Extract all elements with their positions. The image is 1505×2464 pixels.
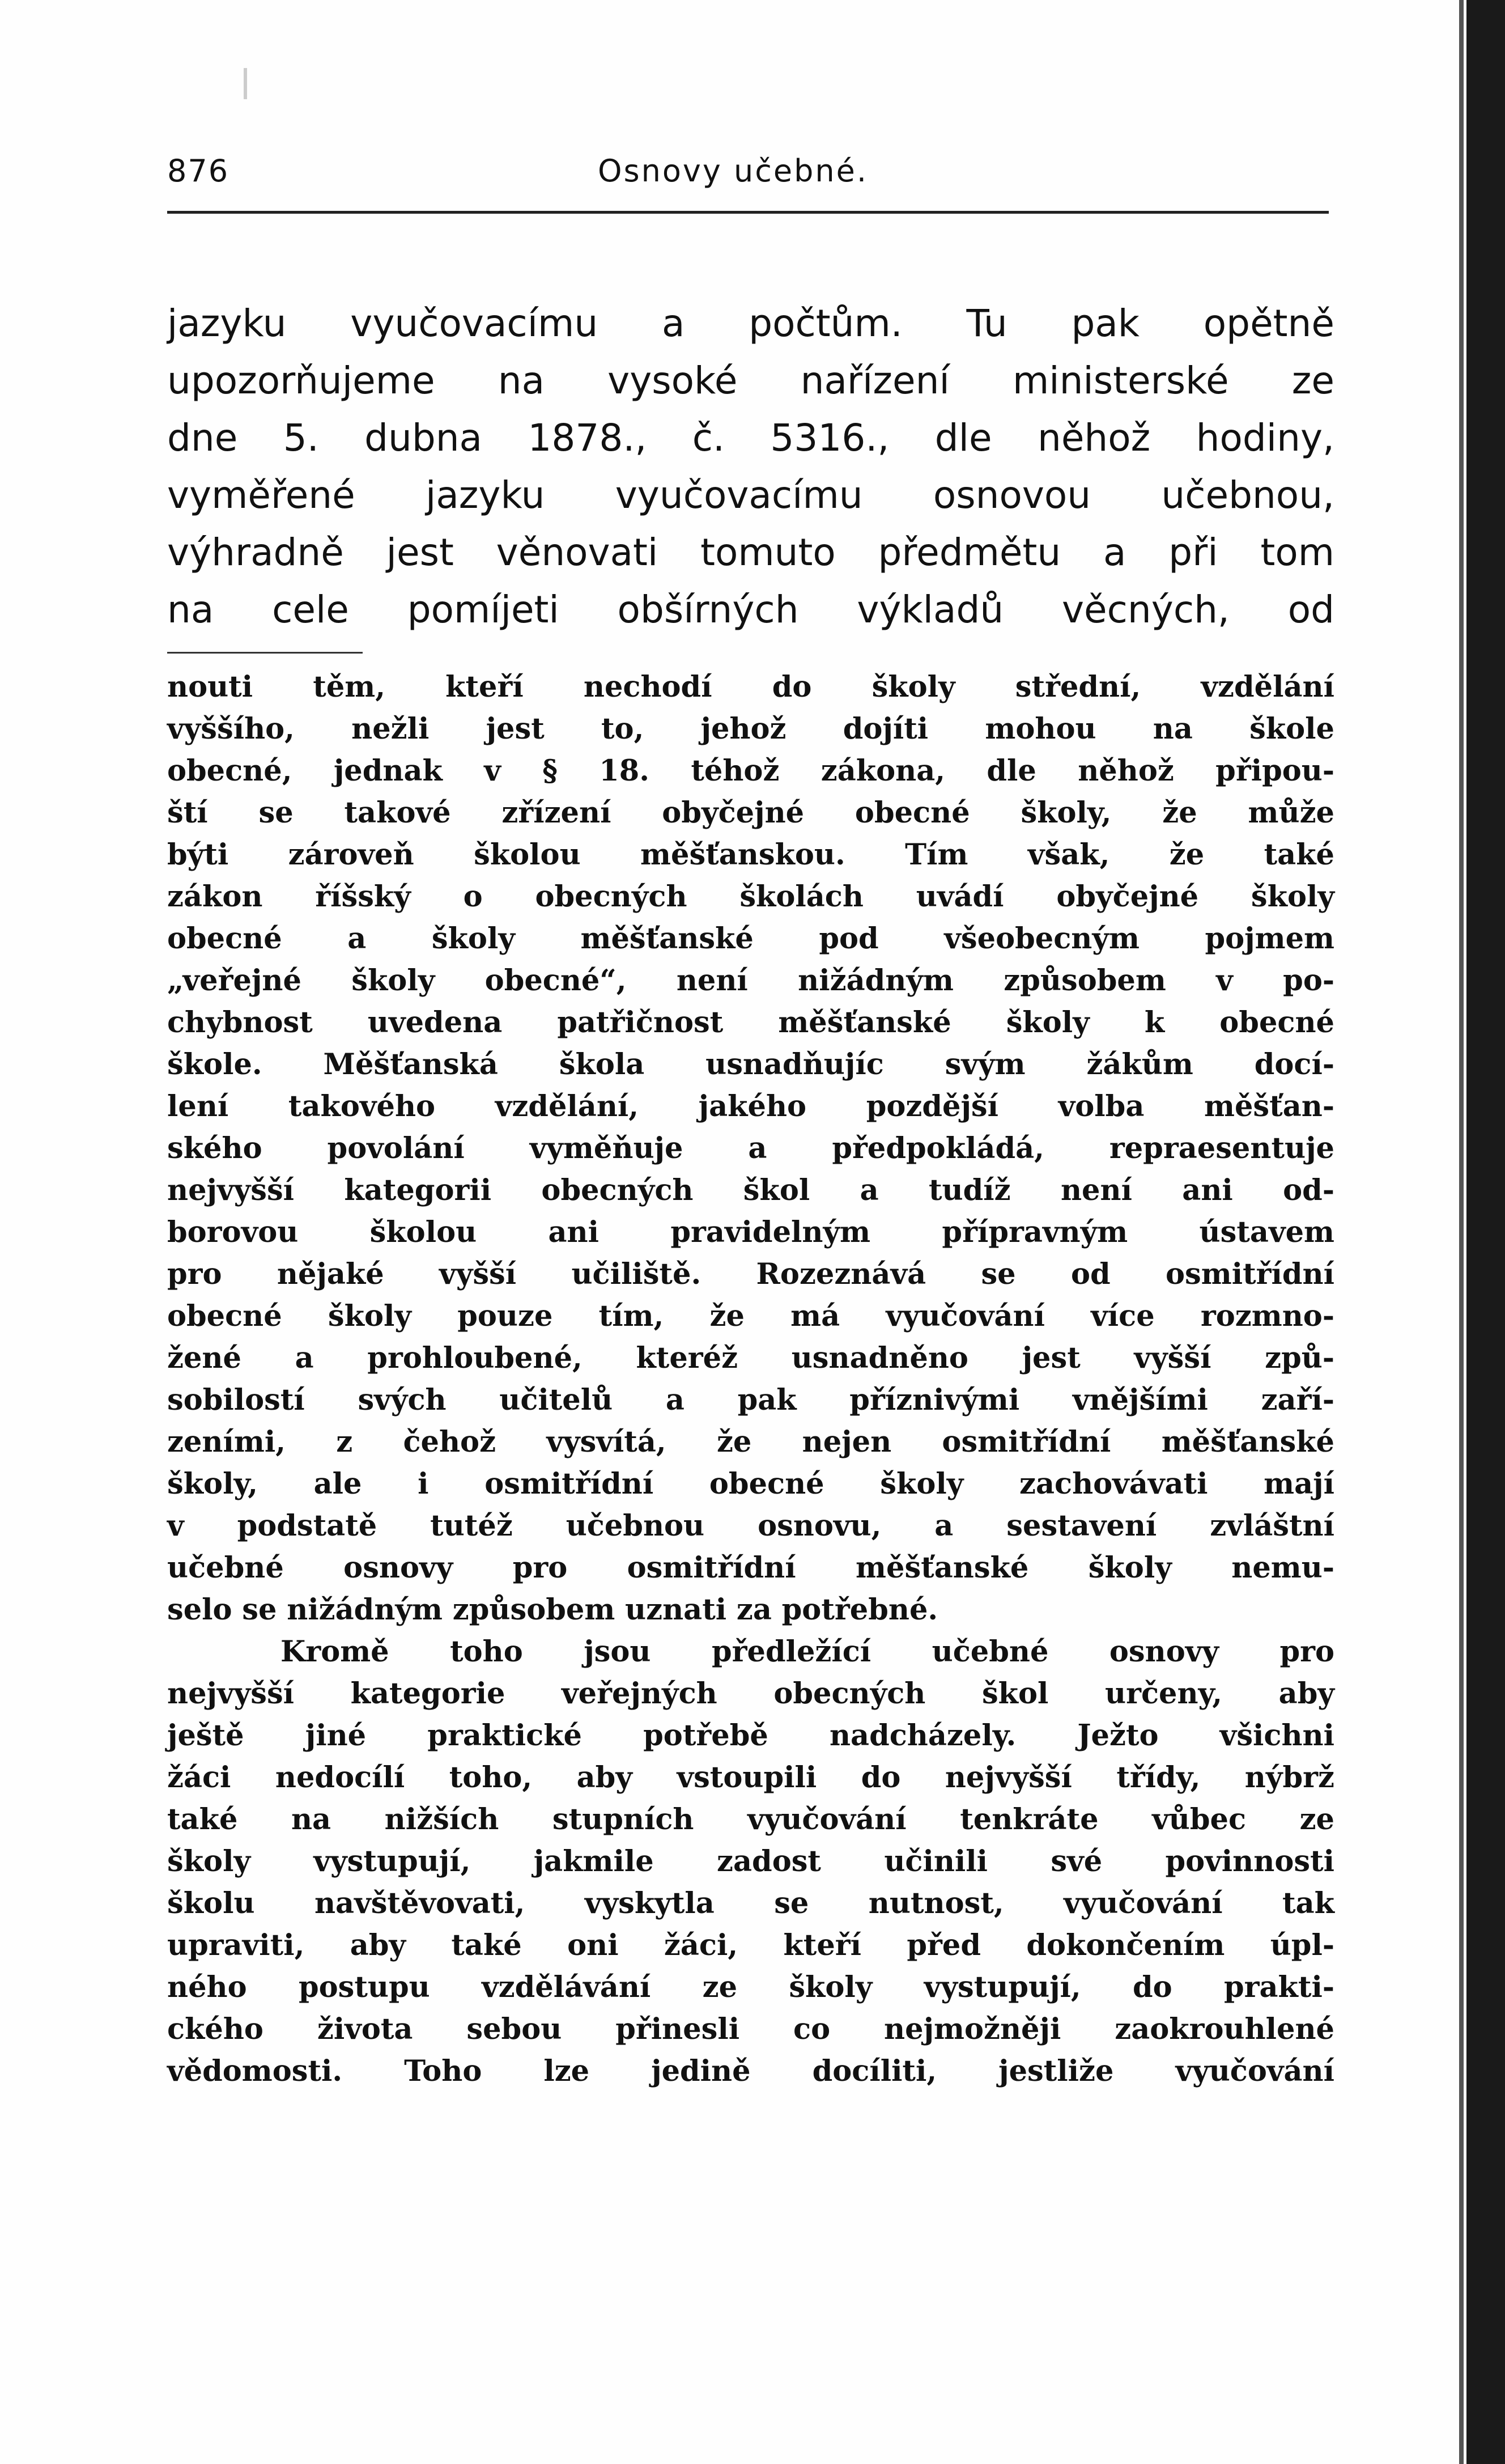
footnote-line: vědomosti. Toho lze jedině docíliti, jestliže vyučování: [167, 2054, 1334, 2088]
footnote-line: nejvyšší kategorii obecných škol a tudíž není ani od-: [167, 1173, 1334, 1207]
main-text-line: upozorňujeme na vysoké nařízení ministerské ze: [167, 359, 1334, 402]
page-header: [167, 153, 1329, 198]
main-text-line: jazyku vyučovacímu a počtům. Tu pak opětně: [167, 302, 1334, 345]
footnote-line: školy vystupují, jakmile zadost učinili své povinnosti: [167, 1844, 1334, 1878]
footnote-line: borovou školou ani pravidelným přípravným ústavem: [167, 1215, 1334, 1249]
main-text-line: vyměřené jazyku vyučovacímu osnovou učebnou,: [167, 473, 1334, 517]
header-rule: [167, 211, 1329, 214]
footnote-rule: [167, 652, 363, 654]
footnote-line: vyššího, nežli jest to, jehož dojíti mohou na škole: [167, 712, 1334, 746]
footnote-paragraph-start: Kromě toho jsou předležící učebné osnovy pro: [280, 1635, 1334, 1669]
footnote-line: učebné osnovy pro osmitřídní měšťanské školy nemu-: [167, 1551, 1334, 1585]
footnote-line: žené a prohloubené, kteréž usnadněno jest vyšší způ-: [167, 1341, 1334, 1375]
footnote-line: ští se takové zřízení obyčejné obecné školy, že může: [167, 796, 1334, 830]
page-edge-shadow: [1459, 0, 1464, 2464]
footnote-block: [167, 666, 1334, 2092]
footnote-line: v podstatě tutéž učebnou osnovu, a sestavení zvláštní: [167, 1509, 1334, 1543]
footnote-line: obecné, jednak v § 18. téhož zákona, dle něhož připou-: [167, 754, 1334, 788]
footnote-line: školy, ale i osmitřídní obecné školy zachovávati mají: [167, 1467, 1334, 1501]
main-text-line: výhradně jest věnovati tomuto předmětu a při tom: [167, 531, 1334, 574]
footnote-line: chybnost uvedena patřičnost měšťanské školy k obecné: [167, 1006, 1334, 1040]
footnote-line: obecné školy pouze tím, že má vyučování více rozmno-: [167, 1299, 1334, 1333]
running-title: Osnovy učebné.: [598, 153, 869, 189]
footnote-line: škole. Měšťanská škola usnadňujíc svým žákům docí-: [167, 1047, 1334, 1082]
footnote-line: nouti těm, kteří nechodí do školy střední, vzdělání: [167, 670, 1334, 704]
footnote-line: zeními, z čehož vysvítá, že nejen osmitřídní měšťanské: [167, 1425, 1334, 1459]
footnote-line: ckého života sebou přinesli co nejmožněji zaokrouhlené: [167, 2012, 1334, 2046]
footnote-line: žáci nedocílí toho, aby vstoupili do nejvyšší třídy, nýbrž: [167, 1761, 1334, 1795]
footnote-line: nejvyšší kategorie veřejných obecných škol určeny, aby: [167, 1677, 1334, 1711]
footnote-line: obecné a školy měšťanské pod všeobecným pojmem: [167, 922, 1334, 956]
paper-mark: [244, 68, 247, 99]
footnote-line: lení takového vzdělání, jakého pozdější volba měšťan-: [167, 1089, 1334, 1123]
footnote-line: ného postupu vzdělávání ze školy vystupují, do prakti-: [167, 1970, 1334, 2004]
footnote-line: upraviti, aby také oni žáci, kteří před dokončením úpl-: [167, 1928, 1334, 1962]
footnote-line: býti zároveň školou měšťanskou. Tím však, že také: [167, 838, 1334, 872]
main-text-line: na cele pomíjeti obšírných výkladů věcných, od: [167, 588, 1334, 631]
footnote-line: ského povolání vyměňuje a předpokládá, repraesentuje: [167, 1131, 1334, 1165]
footnote-line: ještě jiné praktické potřebě nadcházely. Ježto všichni: [167, 1719, 1334, 1753]
footnote-line: sobilostí svých učitelů a pak příznivými vnějšími zaří-: [167, 1383, 1334, 1417]
footnote-line: „veřejné školy obecné“, není nižádným způsobem v po-: [167, 964, 1334, 998]
main-text-block: [167, 295, 1334, 638]
main-text-line: dne 5. dubna 1878., č. 5316., dle něhož hodiny,: [167, 416, 1334, 460]
page-edge-dark: [1466, 0, 1505, 2464]
footnote-line: selo se nižádným způsobem uznati za potřebné.: [167, 1593, 938, 1627]
page-number: 876: [167, 153, 229, 189]
footnote-line: také na nižších stupních vyučování tenkráte vůbec ze: [167, 1803, 1334, 1837]
footnote-line: pro nějaké vyšší učiliště. Rozeznává se od osmitřídní: [167, 1257, 1334, 1291]
footnote-line: školu navštěvovati, vyskytla se nutnost, vyučování tak: [167, 1886, 1334, 1920]
footnote-line: zákon říšský o obecných školách uvádí obyčejné školy: [167, 880, 1334, 914]
